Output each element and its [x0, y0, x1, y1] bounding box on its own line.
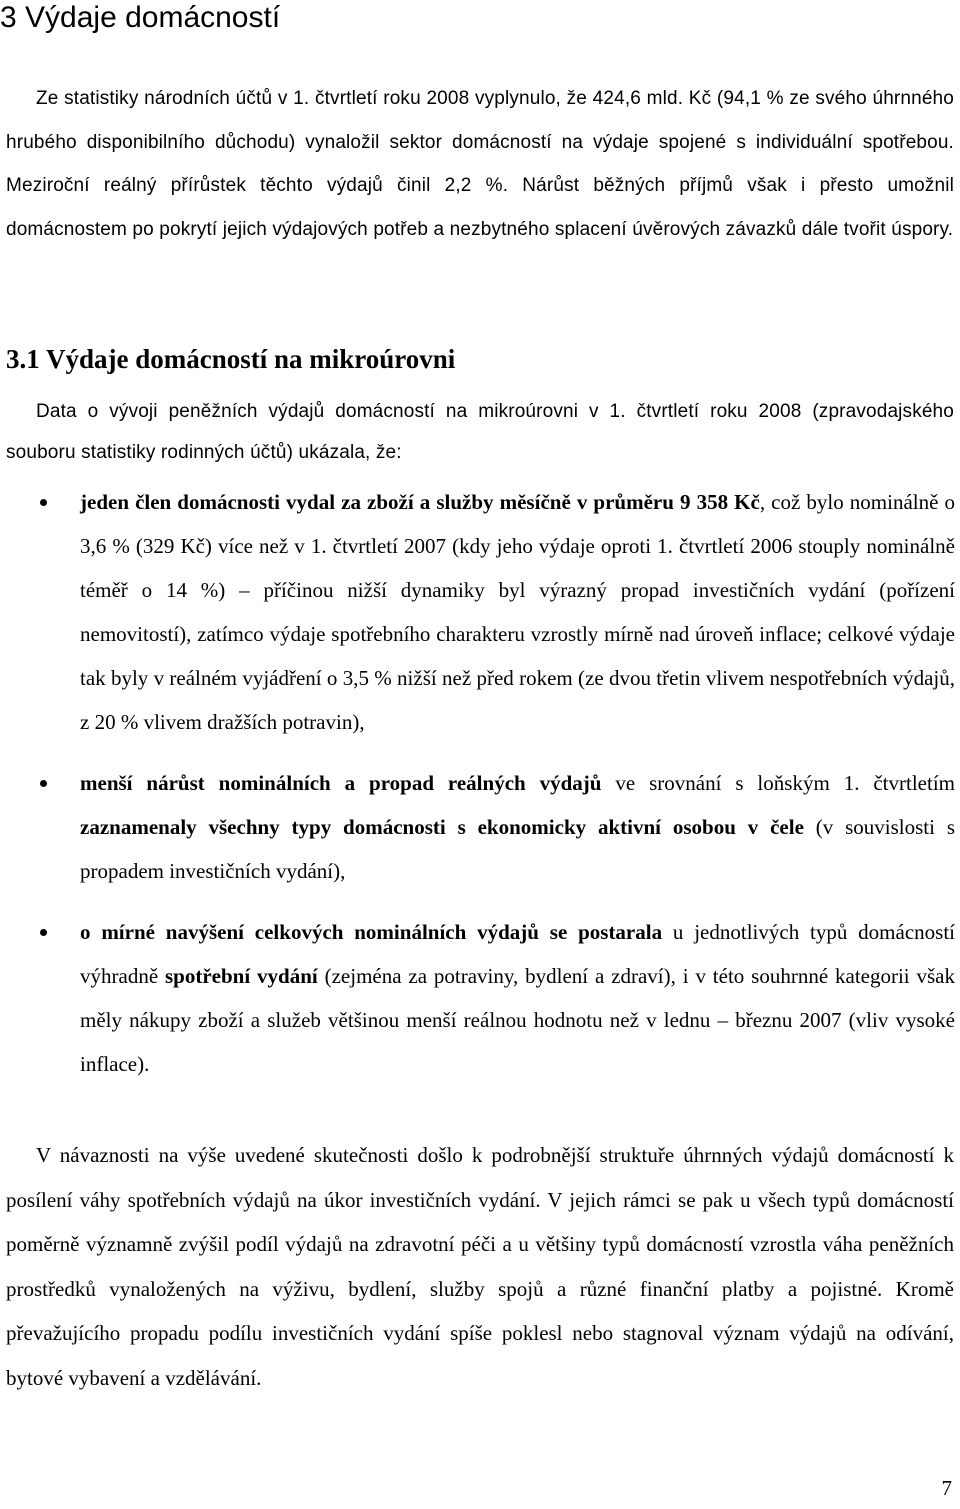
body-text: u jednotlivých typů domácností výhradně	[80, 920, 955, 988]
body-text: ve srovnání s loňským 1. čtvrtletím	[601, 771, 955, 795]
intro-paragraph: Ze statistiky národních účtů v 1. čtvrtletí roku 2008 vyplynulo, že 424,6 mld. Kč (94,1 % ze svého úhrnného hrubého disponibilního důchodu) vynaložil sektor domácností na výdaje spojené s individuální spotřebou. Meziroční reálný přírůstek těchto výdajů činil 2,2 %. Nárůst běžných příjmů však i přesto umožnil domácnostem po pokrytí jejich výdajových potřeb a nezbytného splacení úvěrových závazků dále tvořit úspory.	[6, 88, 954, 240]
body-text: , což bylo nominálně o 3,6 % (329 Kč) více než v 1. čtvrtletí 2007 (kdy jeho výdaje oproti 1. čtvrtletí 2006 stouply nominálně téměř o 14 %) – příčinou nižší dynamiky byl výrazný propad investičních vydání (pořízení nemovitostí), zatímco výdaje spotřebního charakteru vzrostly mírně nad úroveň inflace; celkové výdaje tak byly v reálném vyjádření o 3,5 % nižší než před rokem (ze dvou třetin vlivem nespotřebních výdajů, z 20 % vlivem dražších potravin),	[80, 490, 955, 734]
bullet-icon	[40, 780, 47, 787]
bullet-icon	[40, 929, 47, 936]
bold-text: zaznamenaly všechny typy domácnosti s ekonomicky aktivní osobou v čele	[80, 815, 804, 839]
bold-text: menší nárůst nominálních a propad reálných výdajů	[80, 771, 602, 795]
bullet-icon	[40, 499, 47, 506]
bold-text: jeden člen domácnosti vydal za zboží a služby měsíčně v průměru 9 358 Kč	[80, 490, 760, 514]
section-heading: 3.1 Výdaje domácností na mikroúrovni	[6, 344, 456, 374]
survey-intro-paragraph: Data o vývoji peněžních výdajů domácností na mikroúrovni v 1. čtvrtletí roku 2008 (zpravodajského souboru statistiky rodinných účtů) ukázala, že:	[6, 401, 954, 463]
closing-paragraph: V návaznosti na výše uvedené skutečnosti došlo k podrobnější struktuře úhrnných výdajů domácností k posílení váhy spotřebních výdajů na úkor investičních vydání. V jejich rámci se pak u všech typů domácností poměrně významně zvýšil podíl výdajů na zdravotní péči a u většiny typů domácností vzrostla váha peněžních prostředků vynaložených na výživu, bydlení, služby spojů a různé finanční platby a pojistné. Kromě převažujícího propadu podílu investičních vydání spíše poklesl nebo stagnoval význam výdajů na odívání, bytové vybavení a vzdělávání.	[6, 1143, 954, 1390]
list-item	[80, 761, 955, 893]
page-number: 7	[941, 1476, 952, 1500]
findings-list	[0, 480, 960, 1103]
bold-text: o mírné navýšení celkových nominálních výdajů se postarala	[80, 920, 663, 944]
body-text: (zejména za potraviny, bydlení a zdraví), i v této souhrnné kategorii však měly nákupy zboží a služeb většinou menší reálnou hodnotu než v lednu – březnu 2007 (vliv vysoké inflace).	[80, 964, 955, 1076]
chapter-heading: 3 Výdaje domácností	[0, 1, 281, 34]
list-item	[80, 480, 955, 744]
list-item	[80, 910, 955, 1086]
bold-text: spotřební vydání	[165, 964, 318, 988]
body-text: (v souvislosti s propadem investičních vydání),	[80, 815, 955, 883]
